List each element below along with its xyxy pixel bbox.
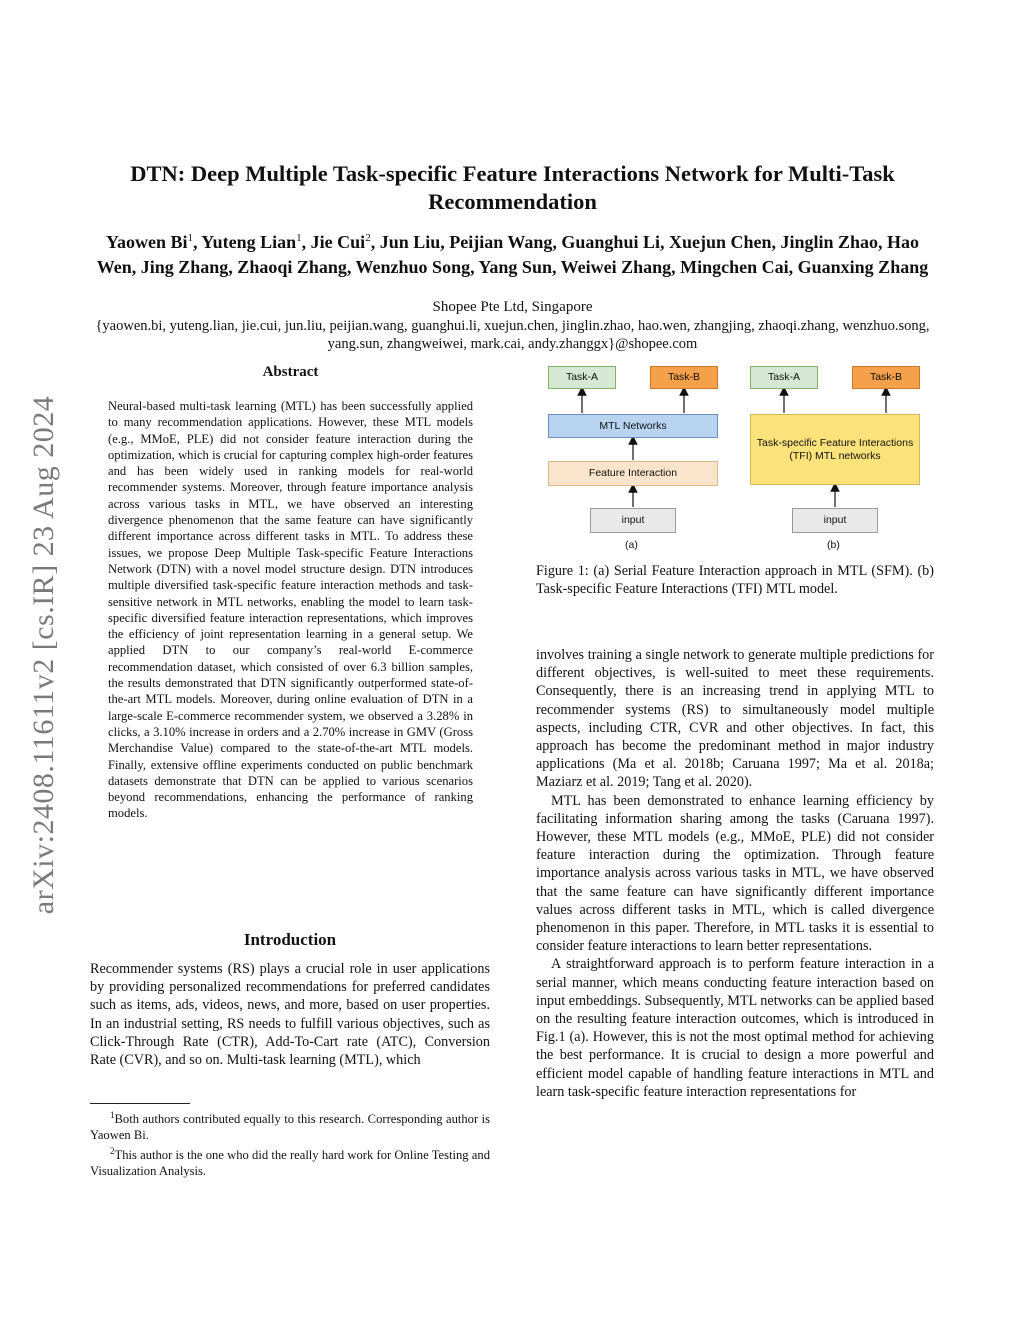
fig-a-input-box (590, 508, 676, 533)
footnote-2-text: This author is the one who did the really hard work for Online Testing and Visualization Analysis. (90, 1148, 490, 1179)
arxiv-id: arXiv:2408.11611v2 [cs.IR] 23 Aug 2024 (27, 395, 60, 915)
footnote-2 (90, 1143, 490, 1179)
abstract-heading: Abstract (262, 364, 319, 380)
fig-b-task-b-box (852, 366, 920, 389)
fig-a-task-b-box (650, 366, 718, 389)
fig-b-input-box (792, 508, 878, 533)
fig-a-feature-interaction-label: Feature Interaction (588, 467, 678, 479)
footnote-1-mark: 1 (110, 1110, 115, 1120)
footnote-1-text: Both authors contributed equally to this research. Corresponding author is Yaowen Bi. (90, 1112, 490, 1143)
fig-b-label: (b) (827, 539, 840, 551)
figure-1 (536, 362, 936, 558)
author-3: , Jie Cui (301, 232, 366, 252)
fig-b-tfi-box (750, 414, 920, 485)
fig-b-task-a-label: Task-A (767, 371, 801, 383)
fig-b-tfi-label-line-2: (TFI) MTL networks (789, 449, 881, 462)
author-2-mark: 1 (296, 232, 302, 244)
author-3-mark: 2 (365, 232, 371, 244)
fig-b-task-a-box (750, 366, 818, 389)
author-1: Yaowen Bi (105, 232, 188, 252)
right-paragraph-3: A straightforward approach is to perform feature interaction in a serial manner, which means conducting feature interaction based on input embeddings. Subsequently, MTL networks can be applied based on the resulting feature interaction outcomes, which is introduced in Fig.1 (a). However, this is not the most optimal method for achieving the best performance. It is crucial to design a more powerful and efficient model capable of handling feature interactions in MTL and learn task-specific feature interaction representations for (536, 956, 934, 1100)
affiliation: Shopee Pte Ltd, Singapore (432, 299, 593, 315)
footnotes (90, 1107, 490, 1179)
fig-a-mtl-networks-label: MTL Networks (599, 419, 667, 432)
right-column-text (536, 646, 934, 1101)
right-paragraph-1: involves training a single network to generate multiple predictions for different objectives, is well-suited to meet these requirements. Consequently, there is an increasing trend in applying MTL to recommender systems (RS) to simultaneously model multiple aspects, including CTR, CVR and other objectives. In fact, this approach has become the predominant method in major industry applications (Ma et al. 2018b; Caruana 1997; Ma et al. 2018a; Maziarz et al. 2019; Tang et al. 2020). (536, 647, 934, 791)
author-list (90, 226, 935, 280)
fig-a-feature-interaction-box (548, 461, 718, 486)
fig-a-input-label: input (621, 514, 645, 526)
footnote-1 (90, 1107, 490, 1143)
fig-a-task-a-box (548, 366, 616, 389)
fig-b-input-label: input (823, 514, 847, 526)
fig-b-task-b-label: Task-B (869, 371, 903, 383)
introduction-text: Recommender systems (RS) plays a crucial role in user applications by providing personalized recommendations for preferred candidates such as items, ads, videos, news, and more, based on user properties. In an industrial setting, RS needs to fulfill various objectives, such as Click-Through Rate (CTR), Add-To-Cart rate (ATC), Conversion Rate (CVR), and so on. Multi-task learning (MTL), which (90, 961, 490, 1069)
author-1-mark: 1 (187, 232, 193, 244)
abstract-text: Neural-based multi-task learning (MTL) has been successfully applied to many recommendation applications. However, these MTL models (e.g., MMoE, PLE) did not consider feature interaction during the optimization, which is crucial for capturing complex high-order features and has been widely used in ranking models for real-world recommender systems. Moreover, through feature importance analysis across various tasks in MTL, we have observed an interesting divergence phenomenon that the same feature can have significantly different importance across different tasks in MTL. To address these issues, we propose Deep Multiple Task-specific Feature Interactions Network (DTN) with a novel model structure design. DTN introduces multiple diversified task-specific feature interaction methods and task-sensitive network in MTL networks, enabling the model to learn task-specific diversified feature interaction representations, which improves the efficiency of joint representation learning in a general setup. We applied DTN to our company’s real-world E-commerce recommendation dataset, which consisted of over 6.3 billion samples, the results demonstrated that DTN significantly outperformed state-of-the-art MTL models. Moreover, during online evaluation of DTN in a large-scale E-commerce recommender system, we observed a 3.28% in clicks, a 3.10% increase in orders and a 2.70% increase in GMV (Gross Merchandise Value) compared to the state-of-the-art MTL models. Finally, extensive offline experiments conducted on public benchmark datasets demonstrate that DTN can be applied to various scenarios beyond recommendations, enhancing the performance of ranking models. (108, 399, 473, 821)
fig-a-task-a-label: Task-A (565, 371, 599, 383)
fig-a-label: (a) (625, 539, 638, 551)
arxiv-watermark (24, 360, 64, 950)
fig-a-mtl-networks-box (548, 414, 718, 438)
footnote-rule (90, 1103, 190, 1104)
author-rest: , Jun Liu, Peijian Wang, Guanghui Li, Xuejun Chen, Jinglin Zhao, Hao Wen, Jing Zhang, Zhaoqi Zhang, Wenzhuo Song, Yang Sun, Weiwei Zhang, Mingchen Cai, Guanxing Zhang (96, 232, 929, 277)
paper-title: DTN: Deep Multiple Task-specific Feature Interactions Network for Multi-Task Recommendation (130, 161, 895, 214)
fig-b-tfi-label-line-1: Task-specific Feature Interactions (756, 436, 914, 449)
author-emails: {yaowen.bi, yuteng.lian, jie.cui, jun.liu, peijian.wang, guanghui.li, xuejun.chen, jinglin.zhao, hao.wen, zhangjing, zhaoqi.zhang, wenzhuo.song, yang.sun, zhangweiwei, mark.cai, andy.zhanggx}@shopee.com (95, 318, 930, 352)
right-paragraph-2: MTL has been demonstrated to enhance learning efficiency by facilitating information sharing among the tasks (Caruana 1997). However, these MTL models (e.g., MMoE, PLE) did not consider feature interaction during the optimization. Through feature importance analysis across various tasks in MTL, we have observed that the same feature can have significantly different importance values across different tasks in MTL, which is called divergence phenomenon in this paper. Therefore, in MTL tasks it is essential to consider feature interactions to learn better representations. (536, 792, 934, 955)
fig-a-task-b-label: Task-B (667, 371, 701, 383)
footnote-2-mark: 2 (110, 1146, 115, 1157)
introduction-heading: Introduction (243, 930, 337, 949)
figure-1-caption: Figure 1: (a) Serial Feature Interaction approach in MTL (SFM). (b) Task-specific Feature Interactions (TFI) MTL model. (536, 563, 934, 598)
author-2: , Yuteng Lian (192, 232, 297, 252)
